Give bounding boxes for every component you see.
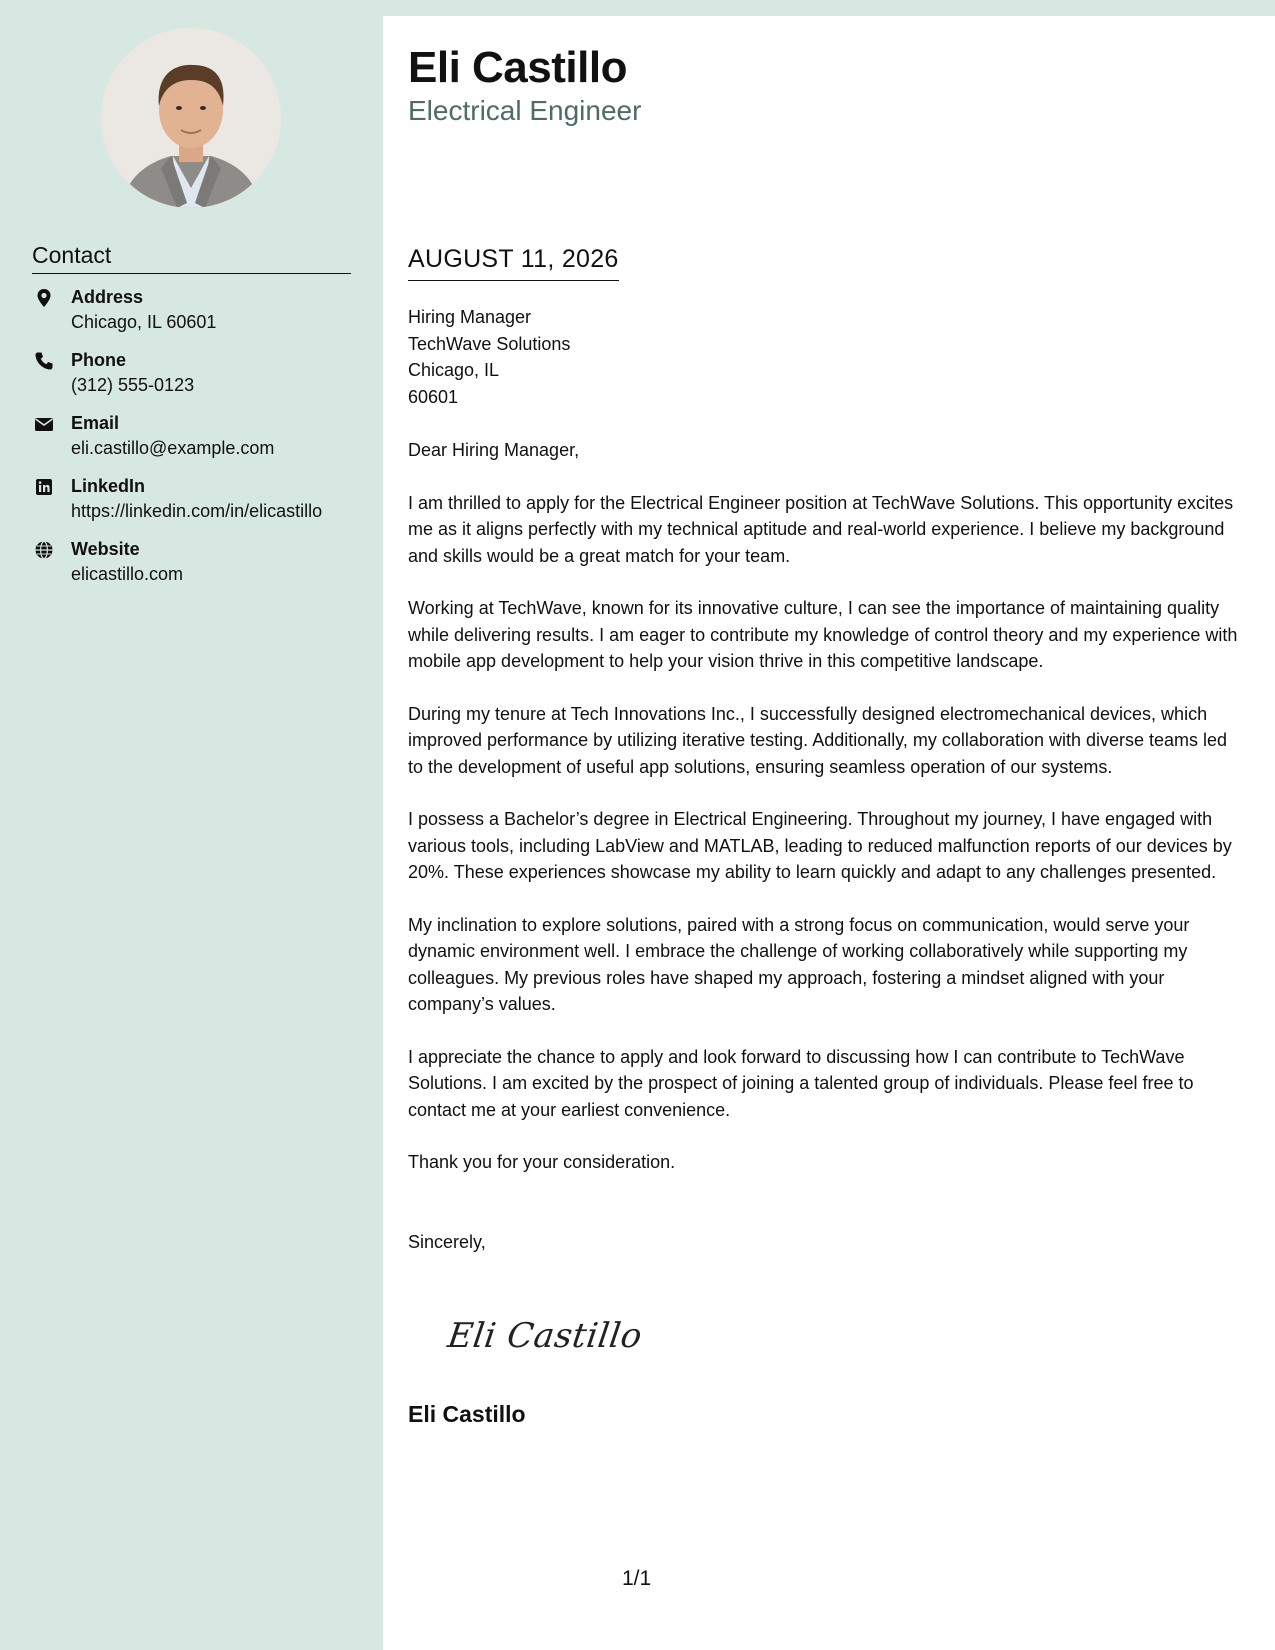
letter-paragraph: During my tenure at Tech Innovations Inc., I successfully designed electromechanical devices, which improved performance by utilizing iterative testing. Additionally, my collaboration with diverse teams led to the development of useful app solutions, ensuring seamless operation of our systems. <box>408 703 1228 777</box>
linkedin-icon <box>34 477 54 497</box>
contact-label: LinkedIn <box>71 476 146 496</box>
recipient-block <box>408 304 1243 410</box>
letter-paragraph: I am thrilled to apply for the Electrical Engineer position at TechWave Solutions. This opportunity excites me as it aligns perfectly with my technical aptitude and real-world experience. I believe my background and skills would be a great match for your team. <box>408 492 1234 566</box>
handwritten-signature: Eli Castillo <box>445 1316 645 1356</box>
linkedin-link[interactable]: https://linkedin.com/in/elicastillo <box>71 501 323 521</box>
contact-value: eli.castillo@example.com <box>71 438 275 458</box>
recipient-line: 60601 <box>408 386 459 407</box>
contact-item-website <box>32 537 372 600</box>
letter-paragraph: I appreciate the chance to apply and look forward to discussing how I can contribute to TechWave Solutions. I am excited by the prospect of joining a talented group of individuals. Please feel free to contact me at your earliest convenience. <box>408 1046 1194 1120</box>
contact-item-phone <box>32 348 372 411</box>
sidebar <box>0 0 383 1650</box>
contact-label: Email <box>71 413 120 433</box>
globe-icon <box>34 540 54 560</box>
closing-thanks: Thank you for your consideration. <box>408 1152 676 1172</box>
contact-list <box>32 285 372 600</box>
contact-value: Chicago, IL 60601 <box>71 312 217 332</box>
contact-value: (312) 555-0123 <box>71 375 195 395</box>
letter-paragraph: I possess a Bachelor’s degree in Electrical Engineering. Throughout my journey, I have engaged with various tools, including LabView and MATLAB, leading to reduced malfunction reports of our devices by 20%. These experiences showcase my ability to learn quickly and adapt to any challenges presented. <box>408 809 1232 882</box>
contact-heading: Contact <box>32 241 351 274</box>
recipient-line: Chicago, IL <box>408 360 500 380</box>
contact-label: Phone <box>71 350 127 370</box>
phone-icon <box>34 351 54 371</box>
page-number: 1/1 <box>622 1567 652 1590</box>
envelope-icon <box>34 414 54 434</box>
recipient-line: Hiring Manager <box>408 307 532 327</box>
website-link[interactable]: elicastillo.com <box>71 564 184 584</box>
signer-name: Eli Castillo <box>408 1401 526 1427</box>
map-pin-icon <box>34 288 54 308</box>
letter-paragraph: My inclination to explore solutions, paired with a strong focus on communication, would serve your dynamic environment well. I embrace the challenge of working collaboratively while supporting my colleagues. My previous roles have shaped my approach, fostering a mindset aligned with your company’s values. <box>408 914 1190 1014</box>
letter-date: AUGUST 11, 2026 <box>408 244 619 281</box>
contact-item-address <box>32 285 372 348</box>
salutation: Dear Hiring Manager, <box>408 440 580 460</box>
letter-paragraph: Working at TechWave, known for its innovative culture, I can see the importance of maintaining quality while delivering results. I am eager to contribute my knowledge of control theory and my experience with mobile app development to help your vision thrive in this competitive landscape. <box>408 598 1238 671</box>
signoff: Sincerely, <box>408 1231 486 1252</box>
job-title: Electrical Engineer <box>408 95 642 126</box>
contact-item-linkedin <box>32 474 372 537</box>
contact-item-email <box>32 411 372 474</box>
recipient-line: TechWave Solutions <box>408 333 571 354</box>
contact-label: Website <box>71 539 140 559</box>
profile-photo <box>101 28 281 208</box>
applicant-name: Eli Castillo <box>408 43 627 92</box>
contact-label: Address <box>71 287 144 307</box>
letter-body <box>408 304 1243 1255</box>
letter-page <box>383 16 1275 1650</box>
